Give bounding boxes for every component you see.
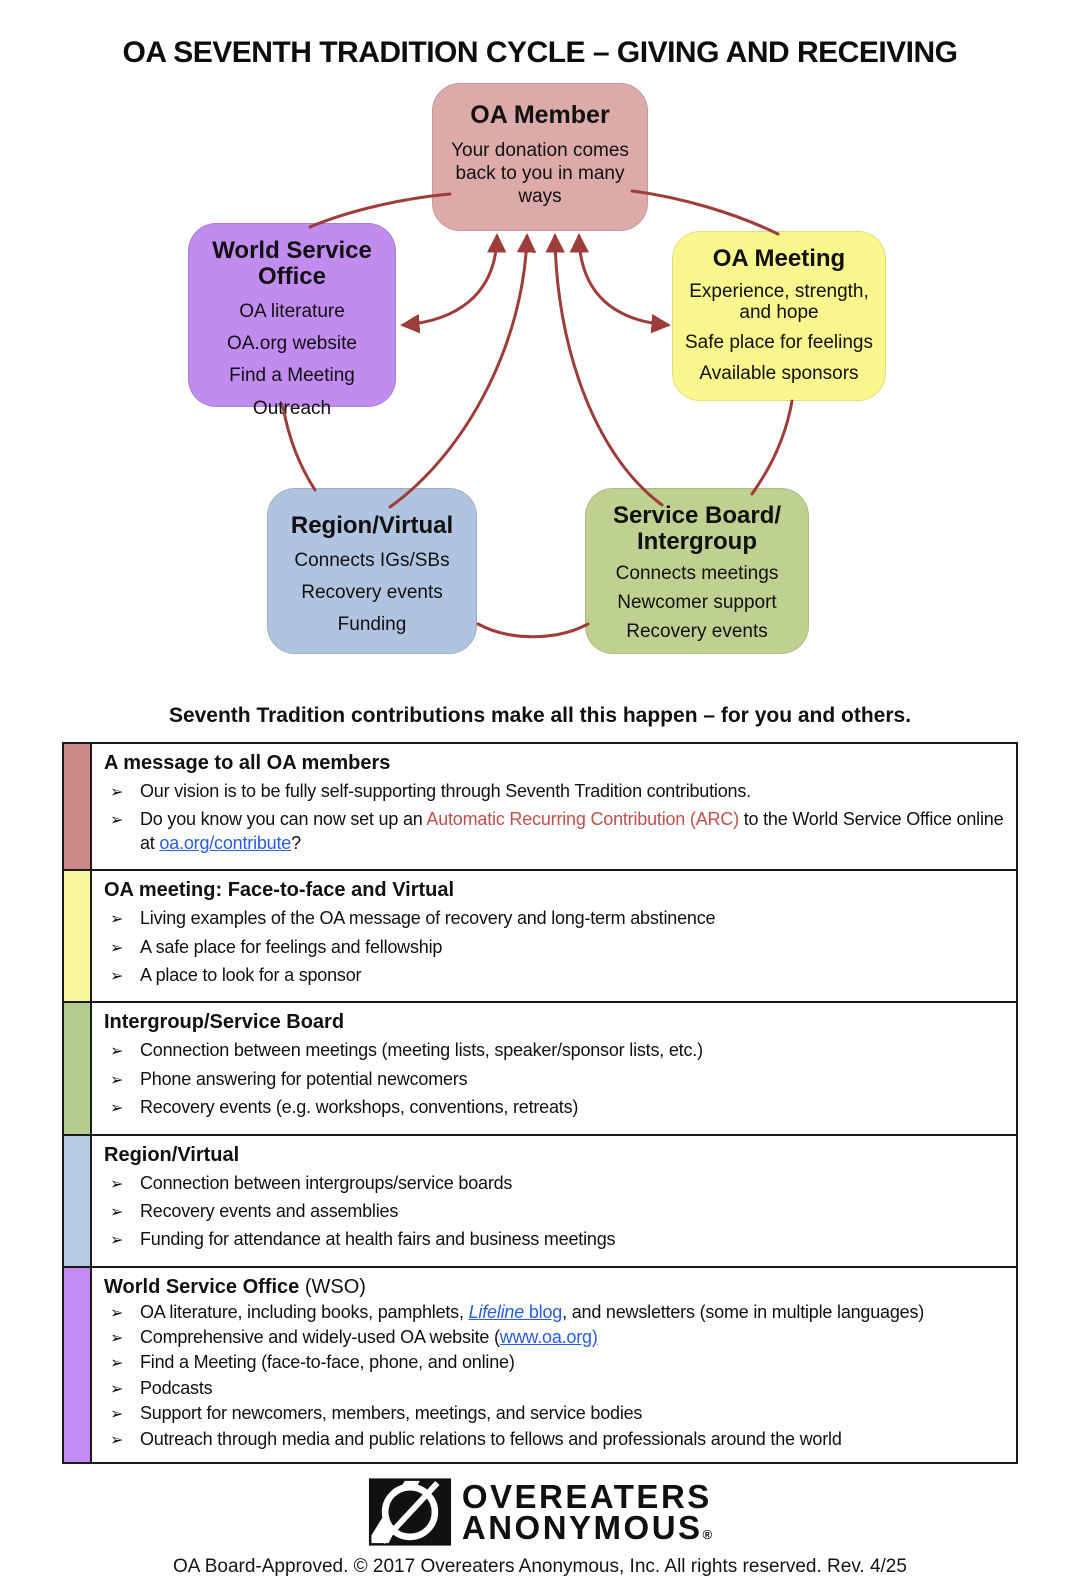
oa-member-box	[432, 83, 648, 231]
lifeline-link[interactable]: Lifeline	[468, 1301, 525, 1322]
bullet-row	[104, 1039, 1004, 1062]
bullet-arrow-icon: ➢	[110, 810, 124, 830]
section-heading: Region/Virtual	[104, 1143, 240, 1166]
bullet-text: Outreach through media and public relations to fellows and professionals around the world	[140, 1428, 842, 1449]
section-heading-main: World Service Office	[104, 1275, 300, 1298]
section-color-bar	[64, 1003, 92, 1133]
arrow-service-board-to-member	[555, 236, 662, 505]
tagline: Seventh Tradition contributions make all this happen – for you and others.	[168, 704, 912, 727]
text-part: ?	[291, 832, 301, 853]
text-part: Comprehensive and widely-used OA website (	[140, 1327, 500, 1348]
contribute-link[interactable]: oa.org/contribute	[159, 832, 292, 853]
section-heading	[104, 1276, 1004, 1299]
box-item: Recovery events	[626, 621, 768, 643]
box-body: Your donation comes back to you in many ways	[451, 140, 629, 208]
section-color-bar	[64, 871, 92, 1001]
bullet-row	[104, 1172, 1004, 1195]
bullet-text	[140, 1326, 1004, 1349]
lifeline-blog-link[interactable]: blog	[524, 1301, 563, 1322]
bullet-row	[104, 1228, 1004, 1251]
bullet-text: Connection between intergroups/service boards	[140, 1172, 513, 1193]
region-virtual-box	[267, 488, 477, 654]
arc-region-to-service-board	[478, 624, 588, 637]
text-part: Do you know you can now set up an	[140, 809, 427, 830]
bullet-row	[104, 936, 1004, 959]
bullet-arrow-icon: ➢	[110, 909, 124, 929]
bullet-text: Phone answering for potential newcomers	[140, 1068, 468, 1089]
bullet-arrow-icon: ➢	[110, 937, 124, 957]
bullet-row	[104, 1326, 1004, 1349]
box-item: Available sponsors	[699, 362, 859, 384]
page-title: OA SEVENTH TRADITION CYCLE – GIVING AND RECEIVING	[122, 36, 958, 69]
arrow-meeting-member-two-way	[579, 236, 668, 325]
box-item: Find a Meeting	[229, 365, 355, 387]
box-title: World Service Office	[212, 237, 372, 290]
arc-meeting-to-service-board	[752, 401, 792, 494]
bullet-arrow-icon: ➢	[110, 965, 124, 985]
section-content	[92, 871, 1016, 1001]
bullet-arrow-icon: ➢	[110, 1230, 124, 1250]
bullet-row	[104, 1200, 1004, 1223]
bullet-text: Funding for attendance at health fairs and business meetings	[140, 1229, 616, 1250]
bullet-row	[104, 808, 1004, 855]
arc-highlight-text: Automatic Recurring Contribution (ARC)	[426, 809, 739, 830]
section-content	[92, 1003, 1016, 1133]
footer-note: OA Board-Approved. © 2017 Overeaters Anonymous, Inc. All rights reserved. Rev. 4/25	[173, 1556, 907, 1578]
bullet-row	[104, 907, 1004, 930]
oa-logo	[0, 1478, 1080, 1546]
cycle-diagram	[0, 76, 1080, 688]
bullet-row	[104, 1428, 1004, 1451]
box-item: Connects meetings	[615, 562, 779, 584]
box-item: Newcomer support	[617, 592, 777, 614]
section-heading: A message to all OA members	[104, 752, 391, 774]
bullet-text: A safe place for feelings and fellowship	[140, 936, 443, 957]
box-title-line: Intergroup	[637, 527, 757, 555]
bullet-text: Support for newcomers, members, meetings, and service bodies	[140, 1403, 643, 1424]
section-content	[92, 1268, 1016, 1462]
bullet-arrow-icon: ➢	[110, 1353, 124, 1373]
logo-wordmark	[461, 1478, 713, 1547]
bullet-row	[104, 964, 1004, 987]
box-item: Safe place for feelings	[684, 332, 873, 354]
bullet-arrow-icon: ➢	[110, 1098, 124, 1118]
service-board-intergroup-box	[585, 488, 809, 654]
box-item: OA.org website	[227, 333, 357, 355]
section-wso	[64, 1266, 1016, 1462]
section-color-bar	[64, 744, 92, 869]
bullet-arrow-icon: ➢	[110, 1201, 124, 1221]
world-service-office-box	[188, 223, 396, 419]
bullet-text: Podcasts	[140, 1377, 213, 1398]
bullet-text: A place to look for a sponsor	[140, 964, 362, 985]
bullet-row	[104, 1402, 1004, 1425]
arrow-wso-member-two-way	[403, 236, 497, 325]
bullet-row	[104, 1068, 1004, 1091]
bullet-arrow-icon: ➢	[110, 1378, 124, 1398]
box-item: Experience, strength, and hope	[689, 280, 869, 324]
section-region	[64, 1134, 1016, 1266]
bullet-row	[104, 1096, 1004, 1119]
section-content	[92, 1136, 1016, 1266]
text-part: to the World Service Office online at	[140, 809, 1004, 853]
oa-website-link[interactable]: www.oa.org)	[499, 1327, 598, 1348]
section-heading: Intergroup/Service Board	[104, 1011, 345, 1034]
text-part: OA literature, including books, pamphlets,	[140, 1301, 469, 1322]
bullet-row	[104, 1351, 1004, 1374]
bullet-text	[140, 808, 1004, 855]
section-heading: OA meeting: Face-to-face and Virtual	[104, 879, 455, 902]
box-title: OA Meeting	[712, 245, 846, 272]
arc-member-to-meeting	[632, 191, 778, 234]
section-content	[92, 744, 1016, 869]
bullet-arrow-icon: ➢	[110, 1173, 124, 1193]
bullet-row	[104, 1301, 1004, 1324]
bullet-text: Recovery events (e.g. workshops, conventions, retreats)	[140, 1097, 579, 1118]
box-title	[586, 489, 808, 555]
section-color-bar	[64, 1268, 92, 1462]
box-title-line: Service Board/	[612, 502, 782, 529]
bullet-text: Find a Meeting (face-to-face, phone, and online)	[140, 1352, 515, 1373]
bullet-row	[104, 780, 1004, 803]
logo-word-anonymous	[461, 1509, 713, 1547]
text-part: , and newsletters (some in multiple languages)	[562, 1301, 925, 1322]
registered-mark: ®	[702, 1527, 713, 1543]
section-oa-meeting	[64, 869, 1016, 1001]
bullet-text: Living examples of the OA message of recovery and long-term abstinence	[140, 908, 716, 929]
bullet-arrow-icon: ➢	[110, 1429, 124, 1449]
section-message	[64, 744, 1016, 869]
section-intergroup	[64, 1001, 1016, 1133]
bullet-row	[104, 1377, 1004, 1400]
bullet-arrow-icon: ➢	[110, 1328, 124, 1348]
oa-logo-mark-icon	[368, 1478, 452, 1546]
bullet-arrow-icon: ➢	[110, 1404, 124, 1424]
bullet-text: Connection between meetings (meeting lists, speaker/sponsor lists, etc.)	[140, 1040, 703, 1061]
box-item: Funding	[337, 614, 407, 636]
box-item: Outreach	[252, 397, 332, 419]
bullet-arrow-icon: ➢	[110, 782, 124, 801]
oa-meeting-box	[672, 231, 886, 401]
bullet-text: Our vision is to be fully self-supporting through Seventh Tradition contributions.	[140, 781, 751, 801]
section-heading-suffix: (WSO)	[299, 1275, 366, 1298]
box-title: Region/Virtual	[290, 512, 454, 539]
benefits-table	[62, 742, 1018, 1464]
section-color-bar	[64, 1136, 92, 1266]
bullet-arrow-icon: ➢	[110, 1302, 124, 1322]
bullet-text	[140, 1301, 1004, 1324]
arc-wso-to-region	[283, 407, 315, 490]
logo-word-overeaters: OVEREATERS	[461, 1478, 712, 1516]
box-item: Connects IGs/SBs	[294, 549, 450, 571]
box-title: OA Member	[470, 101, 610, 129]
box-item: OA literature	[239, 300, 345, 322]
logo-word-anonymous-text: ANONYMOUS	[461, 1509, 703, 1547]
bullet-text: Recovery events and assemblies	[140, 1200, 399, 1221]
arrow-region-to-member	[390, 236, 527, 507]
bullet-arrow-icon: ➢	[110, 1069, 124, 1089]
bullet-arrow-icon: ➢	[110, 1041, 124, 1061]
box-item: Recovery events	[301, 582, 443, 604]
